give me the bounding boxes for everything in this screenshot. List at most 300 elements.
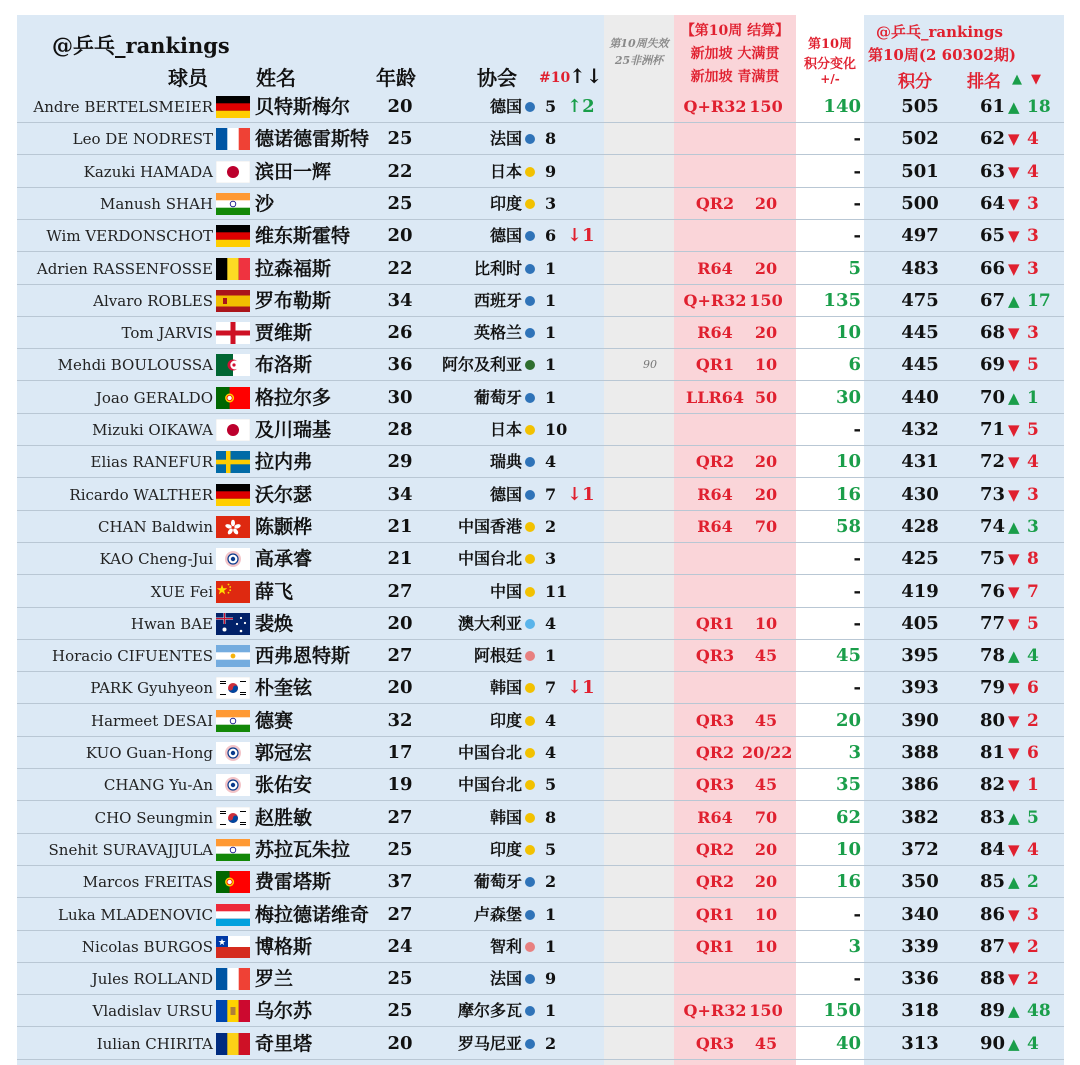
country-flag-icon bbox=[216, 225, 250, 247]
event-points: 45 bbox=[754, 1033, 778, 1053]
country-flag-icon bbox=[216, 839, 250, 861]
rank-change: 2 bbox=[1027, 936, 1039, 957]
country-flag-icon bbox=[216, 774, 250, 796]
rank-up-icon: ▲ bbox=[1008, 1034, 1020, 1053]
table-row bbox=[17, 1028, 1064, 1060]
ranking-points: 386 bbox=[901, 774, 939, 796]
player-age: 20 bbox=[387, 96, 413, 117]
national-rank-count: 2 bbox=[545, 872, 557, 892]
event-round: QR2 bbox=[695, 743, 735, 762]
event-round: LLR64 bbox=[685, 387, 745, 407]
player-chinese-name: 德诺德雷斯特 bbox=[255, 128, 370, 151]
player-association: 韩国 bbox=[489, 807, 522, 827]
player-association: 德国 bbox=[489, 484, 522, 504]
event-points: 20 bbox=[754, 452, 778, 472]
world-rank: 89 bbox=[979, 1000, 1005, 1022]
table-row bbox=[17, 672, 1064, 704]
event-round: QR2 bbox=[695, 452, 735, 472]
rank-change: 3 bbox=[1027, 193, 1039, 214]
rank-change: 48 bbox=[1027, 1001, 1051, 1022]
country-flag-icon bbox=[216, 807, 250, 829]
national-rank-count: 2 bbox=[545, 1033, 557, 1053]
table-row bbox=[17, 446, 1064, 478]
player-age: 20 bbox=[387, 612, 413, 634]
ranking-points: 501 bbox=[901, 160, 939, 182]
player-chinese-name: 朴奎铉 bbox=[255, 677, 313, 700]
points-change: - bbox=[853, 903, 861, 925]
expired-points bbox=[624, 543, 676, 575]
col-rank-header: 排名 bbox=[967, 72, 1001, 92]
expired-points bbox=[624, 1028, 676, 1060]
player-english-name: Andre BERTELSMEIER bbox=[33, 98, 213, 116]
rank-change: 7 bbox=[1027, 581, 1039, 602]
national-rank-count: 9 bbox=[545, 161, 557, 181]
table-row bbox=[17, 640, 1064, 672]
player-english-name: Harmeet DESAI bbox=[91, 711, 213, 730]
event-round: QR1 bbox=[695, 613, 735, 633]
player-association: 日本 bbox=[489, 420, 522, 439]
expired-points bbox=[624, 834, 676, 866]
association-dot-icon bbox=[525, 683, 535, 693]
ranking-points: 425 bbox=[901, 548, 939, 570]
expired-points bbox=[624, 123, 676, 155]
col-count-header: #10 bbox=[539, 70, 571, 86]
national-rank-count: 4 bbox=[545, 743, 557, 762]
association-dot-icon bbox=[525, 425, 535, 435]
player-english-name: Alvaro ROBLES bbox=[93, 291, 213, 310]
national-rank-trend: ↓1 bbox=[567, 483, 595, 505]
event-points: 10 bbox=[754, 904, 778, 924]
association-dot-icon bbox=[525, 167, 535, 177]
table-row bbox=[17, 511, 1064, 543]
world-rank: 86 bbox=[979, 903, 1005, 925]
rank-change: 4 bbox=[1027, 452, 1039, 473]
world-rank: 73 bbox=[979, 483, 1005, 505]
change-header-line1: 第10周 bbox=[807, 37, 853, 52]
expired-points bbox=[624, 866, 676, 898]
player-association: 阿尔及利亚 bbox=[441, 355, 522, 375]
player-chinese-name: 梅拉德诺维奇 bbox=[255, 903, 370, 926]
col-name-header: 姓名 bbox=[256, 66, 296, 90]
ranking-points: 483 bbox=[901, 257, 939, 279]
expired-points bbox=[624, 382, 676, 414]
event-round: QR2 bbox=[695, 193, 735, 213]
world-rank: 70 bbox=[979, 386, 1005, 408]
player-english-name: Nicolas BURGOS bbox=[81, 937, 213, 956]
player-english-name: Ricardo WALTHER bbox=[69, 485, 213, 504]
player-association: 中国 bbox=[489, 581, 522, 601]
country-flag-icon bbox=[216, 258, 250, 280]
player-chinese-name: 及川瑞基 bbox=[255, 419, 332, 441]
association-dot-icon bbox=[525, 942, 535, 952]
player-age: 26 bbox=[387, 322, 413, 344]
ranking-points: 440 bbox=[901, 386, 939, 408]
player-association: 葡萄牙 bbox=[473, 387, 522, 407]
table-row bbox=[17, 705, 1064, 737]
player-english-name: Luka MLADENOVIC bbox=[58, 905, 213, 924]
event-round: R64 bbox=[697, 484, 733, 504]
world-rank: 85 bbox=[979, 871, 1005, 893]
col-count-arrows: ↑↓ bbox=[569, 64, 603, 88]
event-points bbox=[742, 576, 790, 608]
change-header-line2: 积分变化 bbox=[803, 57, 856, 72]
player-chinese-name: 拉内弗 bbox=[255, 451, 313, 474]
table-row bbox=[17, 899, 1064, 931]
player-chinese-name: 高承睿 bbox=[255, 548, 313, 571]
rank-change: 5 bbox=[1027, 355, 1039, 376]
rank-change: 3 bbox=[1027, 323, 1039, 344]
points-change: 150 bbox=[823, 1000, 861, 1022]
player-chinese-name: 布洛斯 bbox=[255, 354, 313, 377]
national-rank-count: 2 bbox=[545, 516, 557, 536]
association-dot-icon bbox=[525, 360, 535, 370]
rank-change: 3 bbox=[1027, 484, 1039, 505]
rank-change: 2 bbox=[1027, 872, 1039, 893]
ranking-points: 431 bbox=[901, 451, 939, 473]
player-age: 34 bbox=[387, 289, 413, 311]
rank-down-icon: ▼ bbox=[1008, 194, 1020, 213]
points-change: 45 bbox=[835, 645, 861, 667]
player-association: 中国台北 bbox=[457, 549, 522, 569]
rank-down-icon: ▼ bbox=[1008, 550, 1020, 569]
rank-change: 1 bbox=[1027, 387, 1039, 408]
player-english-name: Horacio CIFUENTES bbox=[52, 647, 213, 666]
association-dot-icon bbox=[525, 651, 535, 661]
national-rank-count: 5 bbox=[545, 839, 557, 859]
event-round: QR1 bbox=[695, 355, 735, 375]
association-dot-icon bbox=[525, 974, 535, 984]
country-flag-icon bbox=[216, 613, 250, 635]
ranking-points: 313 bbox=[901, 1032, 939, 1054]
rank-up-icon: ▲ bbox=[1008, 388, 1020, 407]
national-rank-count: 3 bbox=[545, 193, 557, 213]
points-change: 35 bbox=[835, 774, 861, 796]
player-english-name: XUE Fei bbox=[150, 582, 213, 601]
event-round: QR3 bbox=[695, 710, 735, 730]
event-points: 45 bbox=[754, 775, 778, 795]
player-association: 中国台北 bbox=[457, 775, 522, 795]
event-points: 20 bbox=[754, 484, 778, 504]
national-rank-count: 1 bbox=[545, 387, 557, 407]
rank-down-icon: ▼ bbox=[1008, 840, 1020, 859]
world-rank: 79 bbox=[979, 677, 1005, 699]
player-chinese-name: 罗兰 bbox=[255, 968, 294, 991]
player-english-name: Wim VERDONSCHOT bbox=[46, 227, 213, 246]
world-rank: 76 bbox=[979, 580, 1005, 602]
rank-down-icon: ▼ bbox=[1008, 356, 1020, 375]
ranking-points: 388 bbox=[901, 742, 939, 763]
event-points: 20 bbox=[754, 872, 778, 892]
national-rank-count: 10 bbox=[545, 420, 568, 439]
expired-points bbox=[624, 576, 676, 608]
country-flag-icon bbox=[216, 387, 250, 409]
world-rank: 61 bbox=[979, 96, 1005, 117]
expired-points bbox=[624, 705, 676, 737]
points-change: - bbox=[853, 160, 861, 182]
event-points: 20 bbox=[754, 323, 778, 343]
expired-points bbox=[624, 414, 676, 446]
rank-change: 5 bbox=[1027, 613, 1039, 634]
player-english-name: CHAN Baldwin bbox=[98, 517, 213, 536]
world-rank: 67 bbox=[979, 289, 1005, 311]
association-dot-icon bbox=[525, 296, 535, 306]
player-age: 28 bbox=[387, 419, 413, 440]
world-rank: 65 bbox=[979, 225, 1005, 247]
rank-up-icon: ▲ bbox=[1008, 98, 1020, 116]
points-change: - bbox=[853, 677, 861, 699]
player-chinese-name: 沙 bbox=[255, 192, 275, 215]
expired-points bbox=[624, 446, 676, 478]
national-rank-count: 1 bbox=[545, 258, 557, 278]
rank-change: 2 bbox=[1027, 969, 1039, 990]
ranking-points: 502 bbox=[901, 128, 939, 150]
expired-points bbox=[624, 317, 676, 349]
national-rank-count: 1 bbox=[545, 936, 557, 956]
national-rank-count: 4 bbox=[545, 710, 557, 730]
rank-change: 6 bbox=[1027, 743, 1039, 763]
world-rank: 87 bbox=[979, 935, 1005, 957]
world-rank: 62 bbox=[979, 128, 1005, 150]
national-rank-count: 1 bbox=[545, 1001, 557, 1021]
world-rank: 71 bbox=[979, 419, 1005, 440]
event-points: 150 bbox=[749, 290, 783, 310]
event-header-line2: 新加坡 大满贯 bbox=[690, 46, 780, 62]
points-change: 62 bbox=[835, 806, 861, 828]
points-change: 3 bbox=[848, 742, 861, 763]
points-change: 20 bbox=[835, 709, 861, 731]
rank-change: 4 bbox=[1027, 1033, 1039, 1054]
expired-points bbox=[624, 931, 676, 963]
event-round: Q+R32 bbox=[683, 97, 747, 116]
player-association: 法国 bbox=[489, 129, 522, 149]
expired-points bbox=[624, 640, 676, 672]
player-association: 印度 bbox=[489, 710, 522, 730]
rank-down-icon: ▼ bbox=[1008, 614, 1020, 633]
player-age: 27 bbox=[387, 903, 413, 925]
table-row bbox=[17, 285, 1064, 317]
points-change: - bbox=[853, 968, 861, 990]
handle-title: @乒乓_rankings bbox=[52, 33, 230, 58]
rank-down-icon: ▼ bbox=[1008, 582, 1020, 601]
points-change: 10 bbox=[835, 838, 861, 860]
rank-down-icon: ▼ bbox=[1008, 485, 1020, 504]
player-association: 罗马尼亚 bbox=[457, 1033, 522, 1053]
ranking-points: 500 bbox=[901, 192, 939, 214]
association-dot-icon bbox=[525, 328, 535, 338]
player-age: 34 bbox=[387, 483, 413, 505]
expired-points bbox=[624, 737, 676, 769]
expired-points bbox=[624, 963, 676, 995]
table-row bbox=[17, 995, 1064, 1027]
player-age: 25 bbox=[387, 192, 413, 214]
event-points bbox=[742, 414, 790, 446]
event-points: 45 bbox=[754, 710, 778, 730]
expired-points bbox=[624, 188, 676, 220]
rank-change: 4 bbox=[1027, 839, 1039, 860]
ranking-points: 390 bbox=[901, 709, 939, 731]
rank-change: 5 bbox=[1027, 807, 1039, 828]
player-age: 27 bbox=[387, 580, 413, 602]
player-age: 22 bbox=[387, 160, 413, 182]
national-rank-count: 7 bbox=[545, 678, 557, 698]
event-round: Q+R32 bbox=[683, 1001, 747, 1021]
event-round: R64 bbox=[697, 516, 733, 536]
rank-down-icon: ▼ bbox=[1008, 421, 1020, 439]
expired-points bbox=[624, 608, 676, 640]
rank-down-icon: ▼ bbox=[1008, 711, 1020, 730]
event-points: 10 bbox=[754, 355, 778, 375]
world-rank: 68 bbox=[979, 322, 1005, 344]
national-rank-count: 5 bbox=[545, 97, 557, 116]
national-rank-count: 3 bbox=[545, 549, 557, 569]
national-rank-count: 5 bbox=[545, 775, 557, 795]
points-change: - bbox=[853, 192, 861, 214]
points-change: 40 bbox=[835, 1032, 861, 1054]
player-chinese-name: 裴焕 bbox=[255, 612, 294, 635]
player-age: 27 bbox=[387, 645, 413, 667]
event-round: Q+R32 bbox=[683, 290, 747, 310]
player-chinese-name: 乌尔苏 bbox=[255, 1000, 313, 1023]
world-rank: 88 bbox=[979, 968, 1005, 990]
player-association: 卢森堡 bbox=[473, 904, 522, 924]
association-dot-icon bbox=[525, 231, 535, 241]
player-association: 日本 bbox=[489, 161, 522, 181]
player-age: 37 bbox=[387, 871, 413, 893]
national-rank-count: 1 bbox=[545, 904, 557, 924]
ranking-points: 350 bbox=[901, 871, 939, 893]
national-rank-count: 8 bbox=[545, 129, 557, 149]
national-rank-trend: ↓1 bbox=[567, 677, 595, 699]
national-rank-count: 9 bbox=[545, 969, 557, 989]
event-points: 150 bbox=[749, 1001, 783, 1021]
expired-points bbox=[624, 285, 676, 317]
player-english-name: Marcos FREITAS bbox=[82, 873, 213, 892]
ranking-points: 428 bbox=[901, 515, 939, 537]
expired-points bbox=[624, 672, 676, 704]
player-chinese-name: 贝特斯梅尔 bbox=[255, 96, 351, 118]
rank-change: 4 bbox=[1027, 129, 1039, 150]
ranking-points: 445 bbox=[901, 354, 939, 376]
rank-up-header-icon: ▲ bbox=[1012, 72, 1022, 87]
table-row bbox=[17, 220, 1064, 252]
rank-down-icon: ▼ bbox=[1008, 776, 1020, 795]
national-rank-count: 8 bbox=[545, 807, 557, 827]
event-round: QR3 bbox=[695, 646, 735, 666]
country-flag-icon bbox=[216, 322, 250, 344]
world-rank: 78 bbox=[979, 645, 1005, 667]
world-rank: 66 bbox=[979, 257, 1005, 279]
rank-down-icon: ▼ bbox=[1008, 679, 1020, 698]
ranking-points: 372 bbox=[901, 838, 939, 860]
rank-change: 3 bbox=[1027, 904, 1039, 925]
right-period: 第10周(2 60302期) bbox=[868, 46, 1016, 64]
player-association: 中国香港 bbox=[457, 516, 522, 536]
points-change: 58 bbox=[835, 515, 861, 537]
rank-up-icon: ▲ bbox=[1008, 808, 1020, 827]
player-chinese-name: 苏拉瓦朱拉 bbox=[255, 838, 351, 861]
event-points bbox=[742, 220, 790, 252]
player-association: 摩尔多瓦 bbox=[457, 1001, 522, 1021]
country-flag-icon bbox=[216, 677, 250, 699]
association-dot-icon bbox=[525, 716, 535, 726]
ranking-points: 405 bbox=[901, 612, 939, 634]
table-row bbox=[17, 737, 1064, 769]
country-flag-icon bbox=[216, 161, 250, 183]
player-english-name: Kazuki HAMADA bbox=[83, 162, 213, 181]
event-points: 50 bbox=[754, 387, 778, 407]
expired-points bbox=[624, 802, 676, 834]
association-dot-icon bbox=[525, 813, 535, 823]
association-dot-icon bbox=[525, 877, 535, 887]
points-change: 5 bbox=[848, 257, 861, 279]
player-age: 20 bbox=[387, 225, 413, 247]
player-chinese-name: 张佑安 bbox=[255, 774, 313, 797]
association-dot-icon bbox=[525, 393, 535, 403]
world-rank: 80 bbox=[979, 709, 1005, 731]
association-dot-icon bbox=[525, 845, 535, 855]
rank-down-header-icon: ▼ bbox=[1031, 72, 1041, 87]
event-points bbox=[742, 963, 790, 995]
points-change: - bbox=[853, 548, 861, 570]
player-english-name: Jules ROLLAND bbox=[91, 970, 213, 989]
player-english-name: Adrien RASSENFOSSE bbox=[36, 259, 213, 278]
player-english-name: Leo DE NODREST bbox=[72, 130, 213, 149]
country-flag-icon bbox=[216, 451, 250, 473]
table-row bbox=[17, 479, 1064, 511]
player-association: 德国 bbox=[489, 226, 522, 246]
national-rank-count: 7 bbox=[545, 484, 557, 504]
event-points: 70 bbox=[754, 807, 778, 827]
national-rank-count: 1 bbox=[545, 323, 557, 343]
player-association: 印度 bbox=[489, 839, 522, 859]
player-chinese-name: 拉森福斯 bbox=[255, 257, 332, 280]
event-points: 20 bbox=[754, 839, 778, 859]
table-row bbox=[17, 317, 1064, 349]
player-association: 西班牙 bbox=[473, 290, 522, 310]
ranking-points: 318 bbox=[901, 1000, 939, 1022]
ranking-points: 430 bbox=[901, 483, 939, 505]
rank-change: 5 bbox=[1027, 420, 1039, 440]
expired-points bbox=[624, 511, 676, 543]
player-english-name: Mehdi BOULOUSSA bbox=[57, 356, 213, 375]
event-points: 20 bbox=[754, 193, 778, 213]
player-age: 25 bbox=[387, 838, 413, 860]
ranking-points: 382 bbox=[901, 806, 939, 828]
player-age: 24 bbox=[387, 935, 413, 957]
rank-change: 8 bbox=[1027, 549, 1039, 570]
event-header-line1: 【第10周 结算】 bbox=[680, 23, 790, 39]
country-flag-icon bbox=[216, 354, 250, 376]
player-association: 澳大利亚 bbox=[457, 613, 522, 633]
rank-change: 6 bbox=[1027, 678, 1039, 699]
points-change: 16 bbox=[835, 871, 861, 893]
event-points bbox=[742, 543, 790, 575]
expired-points: 90 bbox=[643, 358, 657, 372]
player-english-name: Manush SHAH bbox=[99, 194, 213, 213]
expired-points bbox=[624, 91, 676, 123]
association-dot-icon bbox=[525, 264, 535, 274]
event-points: 20 bbox=[754, 258, 778, 278]
event-header-line3: 新加坡 青满贯 bbox=[690, 69, 780, 85]
rank-down-icon: ▼ bbox=[1008, 937, 1020, 956]
player-age: 25 bbox=[387, 1000, 413, 1022]
country-flag-icon bbox=[216, 290, 250, 312]
rank-up-icon: ▲ bbox=[1008, 1002, 1020, 1021]
table-row bbox=[17, 963, 1064, 995]
world-rank: 83 bbox=[979, 806, 1005, 828]
points-change: 30 bbox=[835, 386, 861, 408]
national-rank-count: 1 bbox=[545, 290, 557, 310]
